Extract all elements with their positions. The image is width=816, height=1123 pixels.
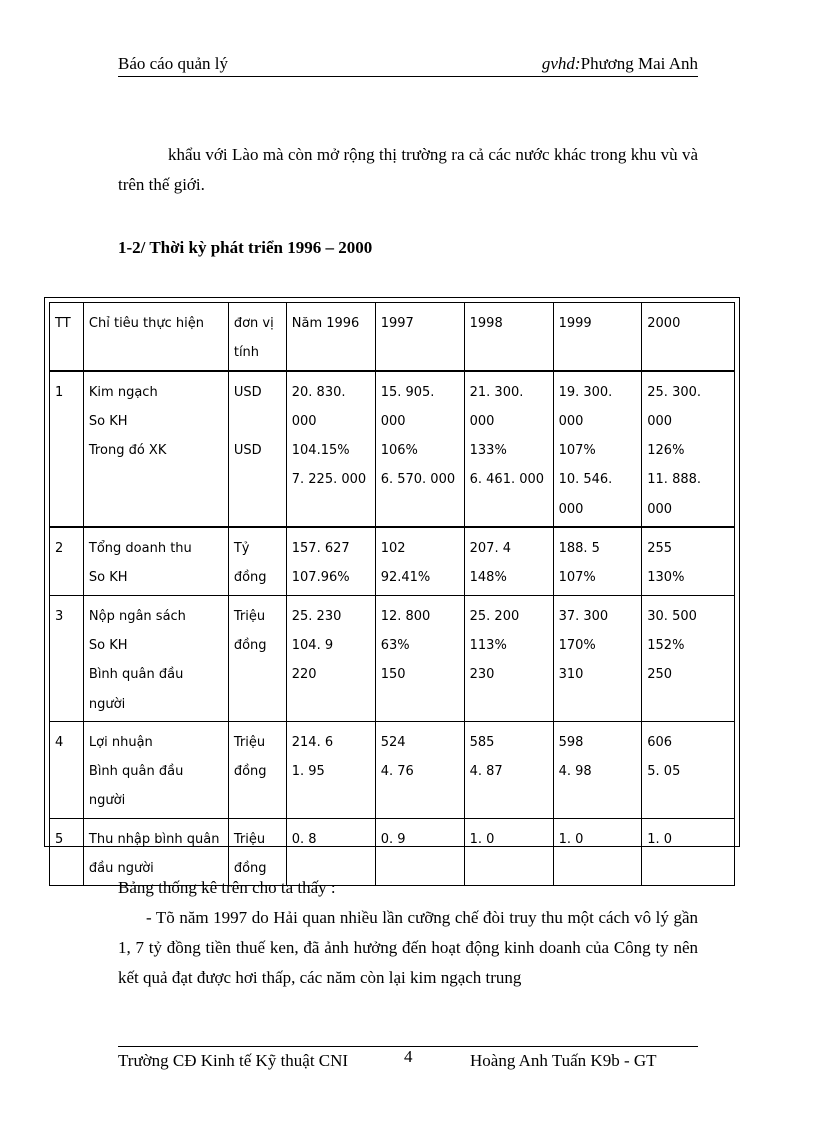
cell-1996-line: 20. 830.: [291, 384, 346, 400]
header-indicator: Chỉ tiêu thực hiện: [83, 303, 228, 371]
statistics-table: [49, 302, 735, 886]
cell-1997-line: 106%: [380, 443, 418, 459]
cell-2000-line: 000: [647, 501, 673, 517]
cell-1997: [375, 721, 464, 818]
cell-1997: [375, 527, 464, 595]
row-indicator-line: So KH: [88, 413, 128, 429]
table-row: [50, 371, 735, 527]
cell-1998-line: 21. 300.: [469, 384, 524, 400]
cell-1998-line: 207. 4: [469, 541, 511, 557]
analysis-bullet-text: - Tõ năm 1997 do Hải quan nhiều lần cưỡng chế đòi truy thu một cách vô lý gần 1, 7 tỷ đồng tiền thuế ken, đã ảnh hưởng đến hoạt động kinh doanh của Công ty nên kết quả đạt được hơi thấp, các năm còn lại kim ngạch trung: [118, 908, 698, 987]
row-indicator: [83, 595, 228, 721]
row-number: 3: [50, 595, 84, 721]
cell-1998-line: 4. 87: [469, 764, 503, 780]
row-unit-line: đồng: [233, 764, 267, 780]
analysis-section: [118, 873, 698, 993]
header-advisor: [542, 54, 698, 74]
row-unit-line: USD: [233, 384, 262, 400]
cell-1998-line: 25. 200: [469, 608, 520, 624]
cell-1999-line: 107%: [558, 443, 596, 459]
cell-1998-line: 230: [469, 667, 495, 683]
cell-1999: [553, 721, 642, 818]
cell-1999-line: 107%: [558, 570, 596, 586]
row-indicator-line: người: [88, 793, 126, 809]
cell-2000-line: 250: [647, 667, 673, 683]
row-indicator-line: Nộp ngân sách: [88, 608, 186, 624]
cell-1996-line: 104. 9: [291, 637, 334, 653]
cell-1996-line: 214. 6: [291, 734, 334, 750]
cell-1996-line: 107.96%: [291, 570, 350, 586]
row-indicator-line: người: [88, 696, 126, 712]
row-indicator-line: Bình quân đầu: [88, 764, 184, 780]
row-number: 5: [50, 818, 84, 886]
cell-2000-line: 606: [647, 734, 673, 750]
cell-1997-line: 63%: [380, 637, 410, 653]
cell-1999: [553, 527, 642, 595]
header-unit: [228, 303, 286, 371]
cell-1998-line: 000: [469, 413, 495, 429]
row-indicator: [83, 527, 228, 595]
cell-1997: [375, 371, 464, 527]
row-number: 2: [50, 527, 84, 595]
header-advisor-name: Phương Mai Anh: [580, 54, 698, 73]
cell-2000: [642, 371, 735, 527]
cell-1996-line: 220: [291, 667, 317, 683]
cell-1996: [286, 595, 375, 721]
cell-1996: [286, 371, 375, 527]
table-row: [50, 721, 735, 818]
header-1998: 1998: [464, 303, 553, 371]
cell-2000: [642, 527, 735, 595]
cell-1998-line: 113%: [469, 637, 507, 653]
cell-1999-line: 000: [558, 413, 584, 429]
cell-1999-line: 000: [558, 501, 584, 517]
footer-school: Trường CĐ Kinh tế Kỹ thuật CNI: [118, 1051, 349, 1070]
table-row: [50, 527, 735, 595]
table-row: [50, 595, 735, 721]
cell-1999-line: 598: [558, 734, 584, 750]
cell-2000-line: 152%: [647, 637, 685, 653]
cell-1997-line: 92.41%: [380, 570, 431, 586]
cell-1998: [464, 527, 553, 595]
cell-1997-line: 12. 800: [380, 608, 431, 624]
cell-1999-line: 10. 546.: [558, 472, 613, 488]
header-unit-line: tính: [233, 345, 260, 361]
cell-1997-line: 102: [380, 541, 406, 557]
header-tt: TT: [50, 303, 84, 371]
row-unit-line: đồng: [233, 637, 267, 653]
cell-1998: [464, 595, 553, 721]
row-unit-line: Triệu: [233, 734, 266, 750]
footer-page-number: 4: [404, 1047, 413, 1066]
intro-paragraph: khẩu với Lào mà còn mở rộng thị trường ra cả các nước khác trong khu vù và trên thế giới.: [118, 145, 698, 194]
cell-1999-line: 188. 5: [558, 541, 600, 557]
cell-1999-line: 170%: [558, 637, 596, 653]
cell-1998: [464, 721, 553, 818]
row-unit-line: đồng: [233, 861, 267, 877]
header-1999: 1999: [553, 303, 642, 371]
cell-1997-line: 15. 905.: [380, 384, 435, 400]
cell-1996-line: 157. 627: [291, 541, 350, 557]
row-indicator-line: đầu người: [88, 861, 154, 877]
row-unit: [228, 371, 286, 527]
cell-1996: [286, 721, 375, 818]
row-indicator-line: So KH: [88, 570, 128, 586]
header-unit-line: đơn vị: [233, 316, 274, 331]
row-indicator-line: Kim ngạch: [88, 384, 158, 400]
cell-1999-line: 19. 300.: [558, 384, 613, 400]
cell-1997-line: 6. 570. 000: [380, 472, 456, 488]
row-unit-line: Triệu: [233, 831, 266, 847]
row-unit-line: Tỷ: [233, 541, 250, 557]
footer-author: Hoàng Anh Tuấn K9b - GT: [470, 1051, 657, 1070]
cell-1999: [553, 595, 642, 721]
cell-2000-line: 30. 500: [647, 608, 697, 624]
cell-2000-line: 130%: [647, 570, 685, 586]
cell-1997-line: 000: [380, 413, 406, 429]
row-indicator-line: Tổng doanh thu: [88, 541, 192, 557]
page-footer: [118, 1046, 698, 1077]
row-unit: [228, 595, 286, 721]
row-indicator: [83, 721, 228, 818]
cell-1998-line: 585: [469, 734, 495, 750]
cell-1998-line: 133%: [469, 443, 507, 459]
cell-1996-line: 25. 230: [291, 608, 342, 624]
cell-1996-line: 1. 95: [291, 764, 325, 780]
cell-2000-line: 126%: [647, 443, 685, 459]
row-indicator: [83, 371, 228, 527]
cell-2000-line: 11. 888.: [647, 472, 702, 488]
cell-2000-line: 5. 05: [647, 764, 681, 780]
cell-2000-line: 000: [647, 413, 673, 429]
row-unit-line: Triệu: [233, 608, 266, 624]
cell-1998: [464, 371, 553, 527]
cell-1998-line: 148%: [469, 570, 507, 586]
row-indicator-line: Lợi nhuận: [88, 734, 153, 750]
header-1997: 1997: [375, 303, 464, 371]
cell-1997: [375, 595, 464, 721]
table-header-row: [50, 303, 735, 371]
cell-2000: [642, 595, 735, 721]
row-indicator-line: Trong đó XK: [88, 443, 167, 459]
section-title: 1-2/ Thời kỳ phát triển 1996 – 2000: [118, 238, 373, 257]
cell-2000-line: 255: [647, 541, 673, 557]
cell-2000-line: 25. 300.: [647, 384, 702, 400]
cell-1999-line: 310: [558, 667, 584, 683]
page-header: [118, 52, 698, 77]
row-indicator-line: Thu nhập bình quân: [88, 831, 220, 847]
header-2000: 2000: [642, 303, 735, 371]
cell-1998-line: 6. 461. 000: [469, 472, 545, 488]
row-indicator-line: So KH: [88, 637, 128, 653]
cell-1997-line: 0. 9: [380, 831, 406, 847]
cell-1996-line: 104.15%: [291, 443, 350, 459]
analysis-intro: Bảng thống kê trên cho ta thấy :: [118, 878, 336, 897]
header-1996: Năm 1996: [286, 303, 375, 371]
cell-1999-line: 1. 0: [558, 831, 584, 847]
header-advisor-prefix: gvhd:: [541, 54, 581, 73]
row-indicator-line: Bình quân đầu: [88, 667, 184, 683]
cell-2000: [642, 721, 735, 818]
cell-1996: [286, 527, 375, 595]
analysis-bullet: [118, 903, 698, 993]
cell-1997-line: 150: [380, 667, 406, 683]
cell-1999-line: 4. 98: [558, 764, 592, 780]
cell-1998-line: 1. 0: [469, 831, 495, 847]
row-number: 4: [50, 721, 84, 818]
header-left-title: Báo cáo quản lý: [118, 54, 228, 73]
cell-1997-line: 524: [380, 734, 406, 750]
row-unit: [228, 721, 286, 818]
row-unit: [228, 527, 286, 595]
cell-1996-line: 7. 225. 000: [291, 472, 367, 488]
row-unit-line: [234, 407, 282, 436]
row-unit-line: USD: [233, 443, 262, 459]
row-unit-line: đồng: [233, 570, 267, 586]
cell-1997-line: 4. 76: [380, 764, 414, 780]
cell-1996-line: 0. 8: [291, 831, 317, 847]
cell-1996-line: 000: [291, 413, 317, 429]
cell-1999: [553, 371, 642, 527]
row-number: 1: [50, 371, 84, 527]
cell-1999-line: 37. 300: [558, 608, 609, 624]
cell-2000-line: 1. 0: [647, 831, 673, 847]
